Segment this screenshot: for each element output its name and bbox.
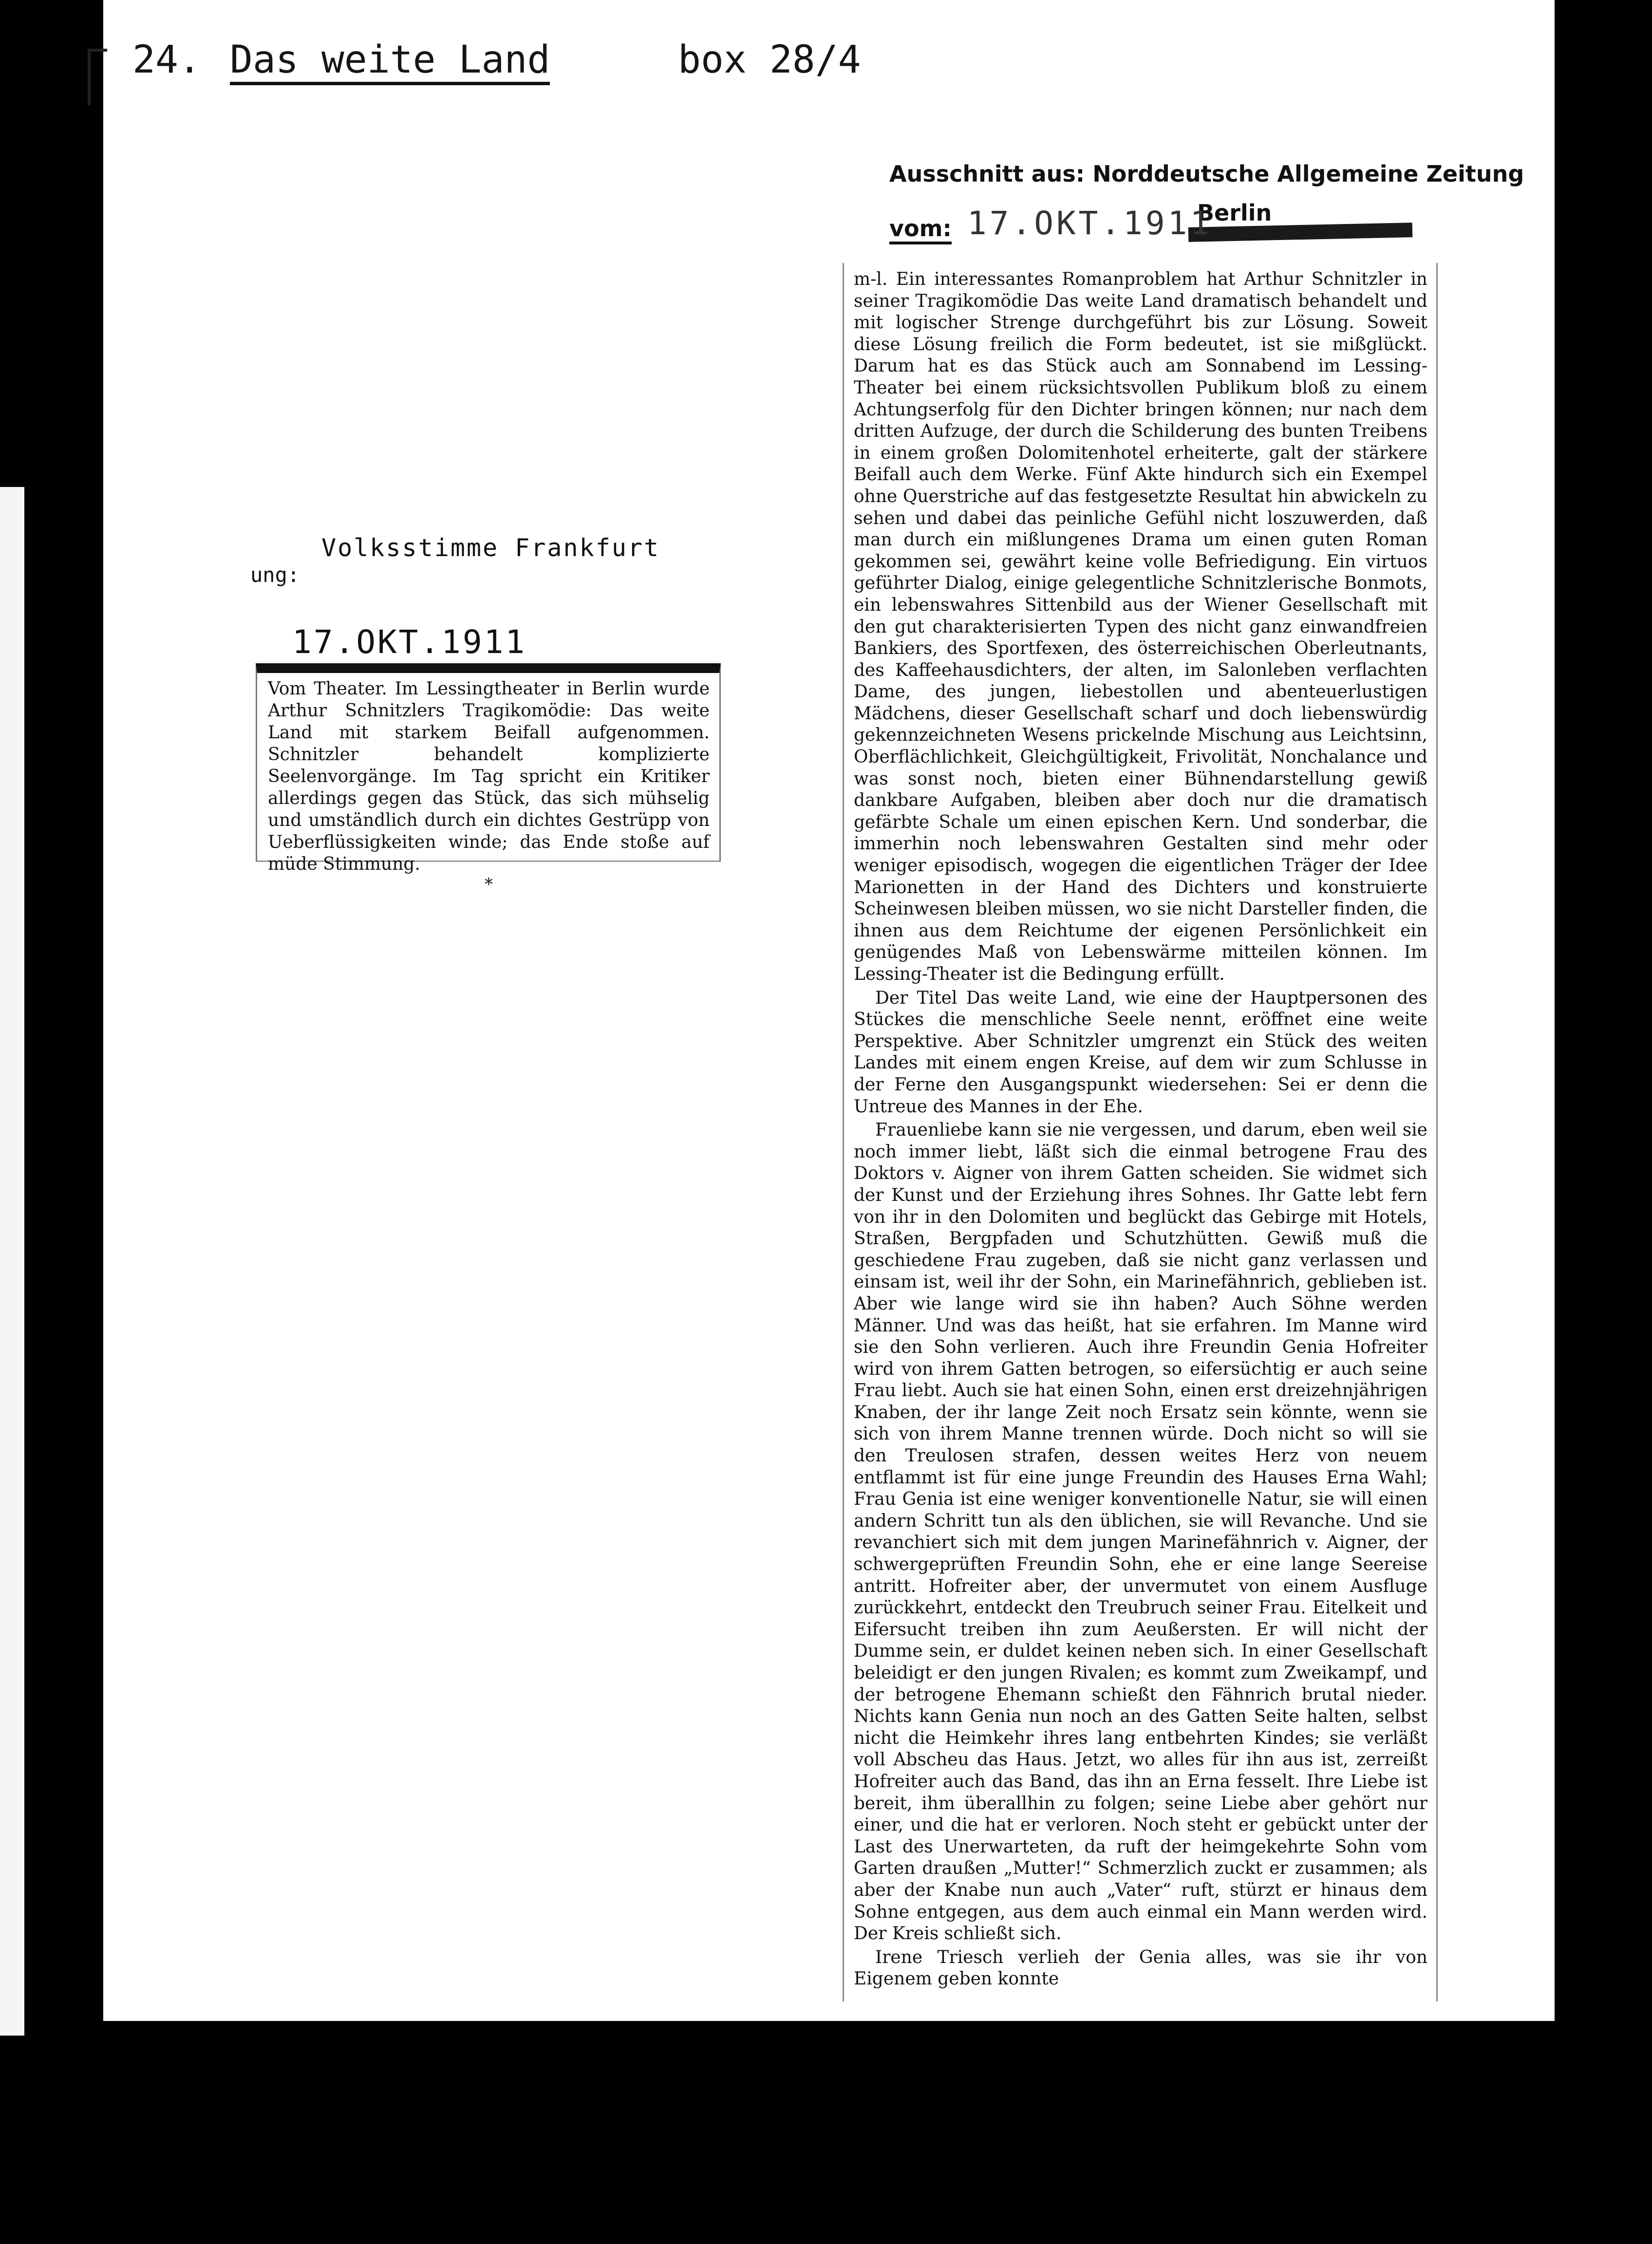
article-paragraph: m-l. Ein interessantes Romanproblem hat Arthur Schnitzler in seiner Tragikomödie Das weite Land dramatisch behandelt und mit logischer Strenge durchgeführt bis zur Lösung. Soweit diese Lösung freilich die Form bedeutet, ist sie mißglückt. Darum hat es das Stück auch am Sonnabend im Lessing-Theater bei einem rücksichtsvollen Publikum bloß zu einem Achtungserfolg für den Dichter bringen können; nur nach dem dritten Aufzuge, der durch die Schilderung des bunten Treibens in einem großen Dolomitenhotel erheiterte, galt der stärkere Beifall auch dem Werke. Fünf Akte hindurch sich ein Exempel ohne Querstriche auf das festgesetzte Resultat hin abwickeln zu sehen und dabei das peinliche Gefühl nicht loszuwerden, daß man durch ein mißlungenes Drama um einen guten Roman gekommen sei, gewährt keine volle Befriedigung. Ein virtuos geführter Dialog, einige gelegentliche Schnitzlerische Bonmots, ein lebenswahres Sittenbild aus der Wiener Gesellschaft mit den gut charakterisierten Typen des nicht ganz einwandfreien Bankiers, des Sportfexen, des österreichischen Oberleutnants, des Kaffeehausdichters, der alten, im Salonleben verflachten Dame, des jungen, liebestollen und abenteuerlustigen Mädchens, dieser Gesellschaft scharf und doch liebenswürdig gekennzeichneten Wesens prickelnde Mischung aus Leichtsinn, Oberflächlichkeit, Gleichgültigkeit, Frivolität, Nonchalance und was sonst noch, bieten einer Bühnendarstellung gewiß dankbare Aufgaben, bleiben aber doch nur die dramatisch gefärbte Schale um einen epischen Kern. Und sonderbar, die immerhin noch lebenswahren Gestalten sind mehr oder weniger episodisch, wogegen die eigentlichen Träger der Idee Marionetten in der Hand des Dichters und konstruierte Scheinwesen bleiben müssen, wo sie nicht Darsteller finden, die ihnen aus dem Reichtume der eigenen Persönlichkeit ein genügendes Maß von Lebenswärme mitteilen können. Im Lessing-Theater ist die Bedingung erfüllt. [854, 269, 1427, 984]
sheet-number: 24. [132, 38, 201, 82]
box-reference: box 28/4 [678, 38, 861, 82]
source-date-stamp: 17.OKT.1911 [967, 205, 1213, 242]
clipping-right-article [843, 263, 1438, 2001]
article-paragraph: Frauenliebe kann sie nie vergessen, und darum, eben weil sie noch immer liebt, läßt sich die einmal betrogene Frau des Doktors v. Aigner von ihrem Gatten scheiden. Sie widmet sich der Kunst und der Erziehung ihres Sohnes. Ihr Gatte lebt fern von ihr in den Dolomiten und beglückt das Gebirge mit Hotels, Straßen, Bergpfaden und Schutzhütten. Gewiß muß die geschiedene Frau zugeben, daß sie nicht ganz verlassen und einsam ist, weil ihr der Sohn, ein Marinefähnrich, geblieben ist. Aber wie lange wird sie ihn haben? Auch Söhne werden Männer. Und was das heißt, hat sie erfahren. Im Manne wird sie den Sohn verlieren. Auch ihre Freundin Genia Hofreiter wird von ihrem Gatten betrogen, so eifersüchtig er auch seine Frau liebt. Auch sie hat einen Sohn, einen erst dreizehnjährigen Knaben, der ihr lange Zeit noch Ersatz sein könnte, wenn sie sich von ihrem Manne trennen würde. Doch nicht so will sie den Treulosen strafen, dessen weites Herz von neuem entflammt ist für eine junge Freundin des Hauses Erna Wahl; Frau Genia ist eine weniger konventionelle Natur, sie will einen andern Schritt tun als den üblichen, sie will Revanche. Und sie revanchiert sich mit dem jungen Marinefähnrich v. Aigner, der schwergeprüften Freundin Sohn, ehe er eine lange Seereise antritt. Hofreiter aber, der unvermutet von einem Ausfluge zurückkehrt, entdeckt den Treubruch seiner Frau. Eitelkeit und Eifersucht treiben ihn zum Aeußersten. Er will nicht der Dumme sein, er duldet keinen neben sich. In einer Gesellschaft beleidigt er den jungen Rivalen; es kommt zum Zweikampf, und der betrogene Ehemann schießt den Fähnrich brutal nieder. Nichts kann Genia nun noch an des Gatten Seite halten, selbst nicht die Heimkehr ihres lang entbehrten Kindes; sie verläßt voll Abscheu das Haus. Jetzt, wo alles für ihn aus ist, zerreißt Hofreiter auch das Band, das ihn an Erna fesselt. Ihre Liebe ist bereit, ihm überallhin zu folgen; seine Liebe aber gehört nur einer, und die hat er verloren. Noch steht er gebückt unter der Last des Unerwarteten, da ruft der heimgekehrte Sohn vom Garten draußen „Mutter!“ Schmerzlich zuckt er zusammen; als aber der Knabe nun auch „Vater“ ruft, stürzt er hinaus dem Sohne entgegen, aus dem auch einmal ein Mann werden wird. Der Kreis schließt sich. [854, 1120, 1427, 1944]
sheet-title: Das weite Land [230, 38, 550, 85]
clipping-right-source [889, 161, 1524, 187]
source-city: Berlin [1197, 200, 1272, 226]
article-paragraph: Irene Triesch verlieh der Genia alles, was sie ihr von Eigenem geben konnte [854, 1947, 1427, 1989]
source-date-prefix: vom: [889, 215, 952, 244]
article-paragraph: Der Titel Das weite Land, wie eine der Hauptpersonen des Stückes die menschliche Seele nennt, eröffnet eine weite Perspektive. Aber Schnitzler umgrenzt ein Stück des weiten Landes mit einem engen Kreise, auf dem wir zum Schlusse in der Ferne den Ausgangspunkt wiedersehen: Sei er denn die Untreue des Mannes in der Ehe. [854, 988, 1427, 1117]
clipping-left [256, 663, 721, 894]
clipping-left-text: Vom Theater. Im Lessingtheater in Berlin wurde Arthur Schnitzlers Tragikomödie: Das weite Land mit starkem Beifall aufgenommen. Schnitzler behandelt komplizierte Seelenvorgänge. Im Tag spricht ein Kritiker allerdings gegen das Stück, das sich mühselig und umständlich durch ein dichtes Gestrüpp von Ueberflüssigkeiten winde; das Ende stoße auf müde Stimmung. [268, 679, 710, 874]
adjacent-page-edge [0, 487, 24, 2036]
clipping-left-label: ung: [250, 563, 300, 587]
source-prefix: Ausschnitt aus: [889, 161, 1085, 187]
corner-mark [88, 49, 107, 105]
clipping-left-date-stamp: 17.OKT.1911 [292, 623, 527, 661]
clipping-left-newspaper: Volksstimme Frankfurt [321, 534, 660, 562]
clipping-left-ornament: * [485, 875, 493, 894]
source-newspaper: Norddeutsche Allgemeine Zeitung [1092, 161, 1524, 187]
